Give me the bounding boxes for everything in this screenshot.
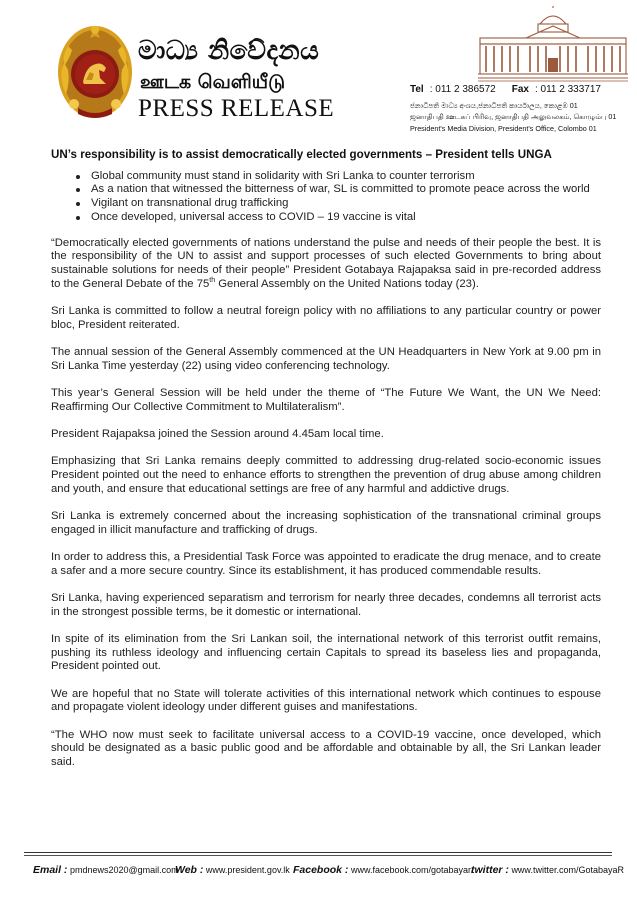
paragraph: We are hopeful that no State will tolerate activities of this international network which continues to espouse and propagate violent ideology under different guises and manifestations.: [51, 687, 601, 714]
title-sinhala: මාධ්‍ය නිවේදනය: [138, 36, 320, 66]
paragraph: Sri Lanka is extremely concerned about the increasing sophistication of the transnational criminal groups engaged in illicit manufacture and trafficking of drugs.: [51, 509, 601, 536]
footer-facebook: [293, 864, 474, 876]
twitter-link[interactable]: www.twitter.com/GotabayaR: [511, 865, 624, 875]
paragraph: Sri Lanka is committed to follow a neutral foreign policy with no affiliations to any particular country or power bloc, President reiterated.: [51, 304, 601, 331]
fax-label: Fax: [511, 84, 529, 95]
highlight-item: Global community must stand in solidarity with Sri Lanka to counter terrorism: [91, 170, 601, 184]
twitter-label: twitter :: [471, 864, 509, 876]
footer-divider-thin: [24, 855, 612, 856]
address-tamil: ஜனாதிபதி ஊடகப் பிரிவு, ஜனாதிபதி அலுவலகம், கொழும்பு 01: [410, 112, 617, 121]
tel-value: : 011 2 386572: [429, 84, 496, 95]
presidential-building-icon: [478, 6, 628, 82]
address-sinhala: ජනාධිපති මාධ්‍ය අංශය,ජනාධිපති කාර්යාලය, කොළඹ 01: [410, 100, 578, 110]
footer-divider: [24, 852, 612, 853]
fax-value: : 011 2 333717: [534, 84, 601, 95]
press-release-body: [51, 148, 601, 783]
paragraph: The annual session of the General Assembly commenced at the UN Headquarters in New York at 9.00 pm in Sri Lanka Time yesterday (22) using video conferencing technology.: [51, 345, 601, 372]
highlights-list: [51, 170, 601, 225]
web-label: Web :: [175, 864, 204, 876]
lead-text-end: General Assembly on the United Nations today (23).: [215, 277, 479, 290]
highlight-item: As a nation that witnessed the bitterness of war, SL is committed to promote peace across the world: [91, 183, 601, 197]
footer-twitter: [471, 864, 624, 876]
title-tamil: ஊடக வெளியீடு: [140, 71, 286, 93]
highlight-item: Once developed, universal access to COVID – 19 vaccine is vital: [91, 211, 601, 225]
highlight-item: Vigilant on transnational drug trafficking: [91, 197, 601, 211]
letterhead: [0, 0, 637, 140]
facebook-label: Facebook :: [293, 864, 349, 876]
email-link[interactable]: pmdnews2020@gmail.com: [69, 865, 179, 875]
web-link[interactable]: www.president.gov.lk: [205, 865, 290, 875]
phone-fax-line: [410, 84, 632, 96]
lead-text: “Democratically elected governments of nations understand the pulse and needs of their people the best. It is the responsibility of the UN to assist and support processes of such elected Governments to bring about sustainable solutions for needs of their people” President Gotabaya Rajapaksa said in pre-recorded address to the General Debate of the 75: [51, 236, 601, 290]
headline: UN’s responsibility is to assist democratically elected governments – President tells UNGA: [51, 148, 552, 161]
address-english: President's Media Division, President's Office, Colombo 01: [410, 123, 597, 133]
paragraph: This year’s General Session will be held under the theme of “The Future We Want, the UN We Need: Reaffirming Our Collective Commitment to Multilateralism”.: [51, 386, 601, 413]
footer-email: [33, 864, 179, 876]
paragraph-lead: [51, 237, 601, 292]
paragraph: “The WHO now must seek to facilitate universal access to a COVID-19 vaccine, once developed, which should be designated as a basic public good and be affordable and obtainable by all, the Sri Lankan leader said.: [51, 728, 601, 769]
paragraph: Sri Lanka, having experienced separatism and terrorism for nearly three decades, condemns all terrorist acts in the strongest possible terms, be it domestic or international.: [51, 591, 601, 618]
paragraph: President Rajapaksa joined the Session around 4.45am local time.: [51, 427, 384, 440]
paragraph: In order to address this, a Presidential Task Force was appointed to eradicate the drug menace, and to create a safer and a more secure country. Since its establishment, it has produced commendable results.: [51, 550, 601, 577]
facebook-link[interactable]: www.facebook.com/gotabayar/: [350, 865, 474, 875]
title-english: PRESS RELEASE: [138, 95, 335, 122]
state-emblem-icon: [56, 22, 134, 122]
paragraph: Emphasizing that Sri Lanka remains deeply committed to addressing drug-related socio-economic issues President pointed out the need to enhance efforts to strengthen the prevention of drug abuse among children and youth, and ensure that educational settings are free of any harmful and addictive drugs.: [51, 455, 601, 495]
tel-label: Tel: [410, 84, 424, 95]
ordinal-suffix: th: [209, 276, 216, 284]
footer-web: [175, 864, 290, 876]
email-label: Email :: [33, 864, 68, 876]
paragraph: In spite of its elimination from the Sri Lankan soil, the international network of this terrorist outfit remains, pushing its ruthless ideology and influencing certain Capitals to spread its baseless lies and propaganda, President pointed out.: [51, 632, 601, 673]
contact-block: [410, 84, 632, 134]
